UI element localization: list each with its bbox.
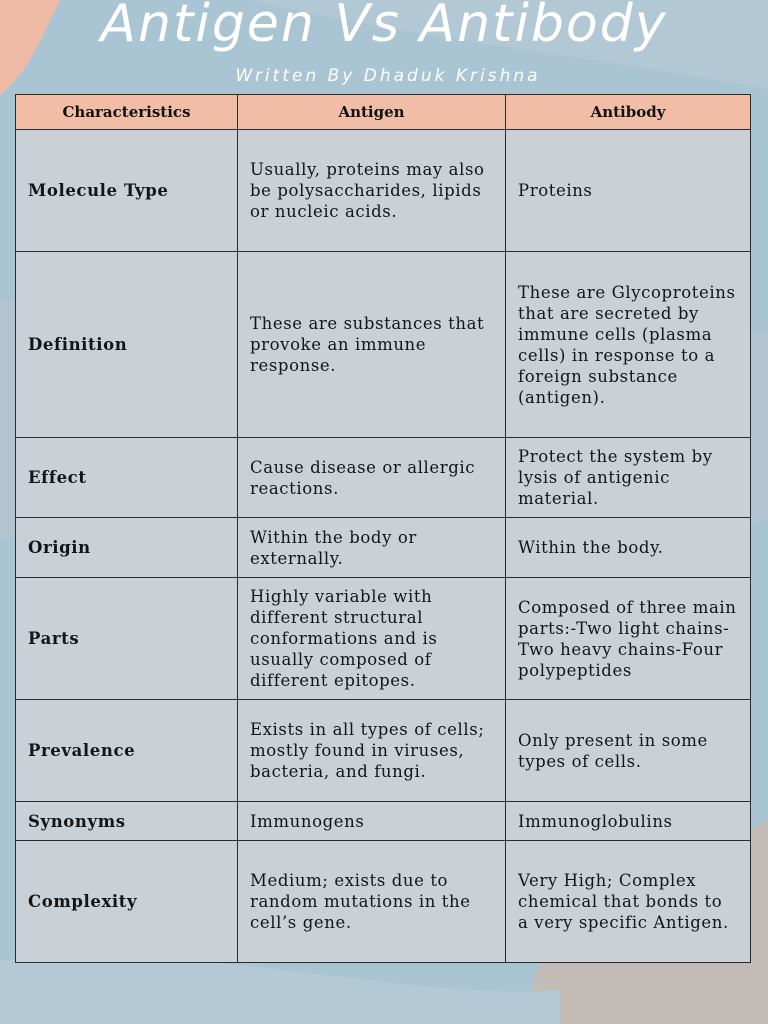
cell-antibody: Immunoglobulins xyxy=(506,802,751,841)
table-row xyxy=(16,802,751,841)
cell-characteristic: Origin xyxy=(16,518,238,578)
cell-antigen: Within the body or externally. xyxy=(238,518,506,578)
table-row xyxy=(16,578,751,700)
table-row xyxy=(16,518,751,578)
cell-characteristic: Synonyms xyxy=(16,802,238,841)
comparison-table xyxy=(15,94,751,963)
header-antigen: Antigen xyxy=(238,95,506,130)
cell-antibody: Very High; Complex chemical that bonds to a very specific Antigen. xyxy=(506,841,751,963)
cell-characteristic: Prevalence xyxy=(16,700,238,802)
page-title: Antigen Vs Antibody xyxy=(100,0,668,54)
table-row xyxy=(16,700,751,802)
cell-antigen: These are substances that provoke an immune response. xyxy=(238,252,506,438)
cell-characteristic: Effect xyxy=(16,438,238,518)
table-row xyxy=(16,130,751,252)
cell-antibody: Only present in some types of cells. xyxy=(506,700,751,802)
table-row xyxy=(16,438,751,518)
cell-antibody: Proteins xyxy=(506,130,751,252)
cell-antibody: These are Glycoproteins that are secreted by immune cells (plasma cells) in response to a foreign substance (antigen). xyxy=(506,252,751,438)
table-row xyxy=(16,841,751,963)
author-byline: Written By Dhaduk Krishna xyxy=(235,66,541,86)
cell-antigen: Immunogens xyxy=(238,802,506,841)
cell-antibody: Protect the system by lysis of antigenic material. xyxy=(506,438,751,518)
cell-antibody: Composed of three main parts:-Two light chains-Two heavy chains-Four polypeptides xyxy=(506,578,751,700)
cell-antigen: Highly variable with different structural conformations and is usually composed of different epitopes. xyxy=(238,578,506,700)
cell-antigen: Cause disease or allergic reactions. xyxy=(238,438,506,518)
table-header-row xyxy=(16,95,751,130)
cell-antibody: Within the body. xyxy=(506,518,751,578)
cell-antigen: Exists in all types of cells; mostly found in viruses, bacteria, and fungi. xyxy=(238,700,506,802)
cell-antigen: Usually, proteins may also be polysaccharides, lipids or nucleic acids. xyxy=(238,130,506,252)
cell-characteristic: Definition xyxy=(16,252,238,438)
header-characteristics: Characteristics xyxy=(16,95,238,130)
cell-antigen: Medium; exists due to random mutations in the cell’s gene. xyxy=(238,841,506,963)
cell-characteristic: Parts xyxy=(16,578,238,700)
table-row xyxy=(16,252,751,438)
header-antibody: Antibody xyxy=(506,95,751,130)
cell-characteristic: Complexity xyxy=(16,841,238,963)
cell-characteristic: Molecule Type xyxy=(16,130,238,252)
